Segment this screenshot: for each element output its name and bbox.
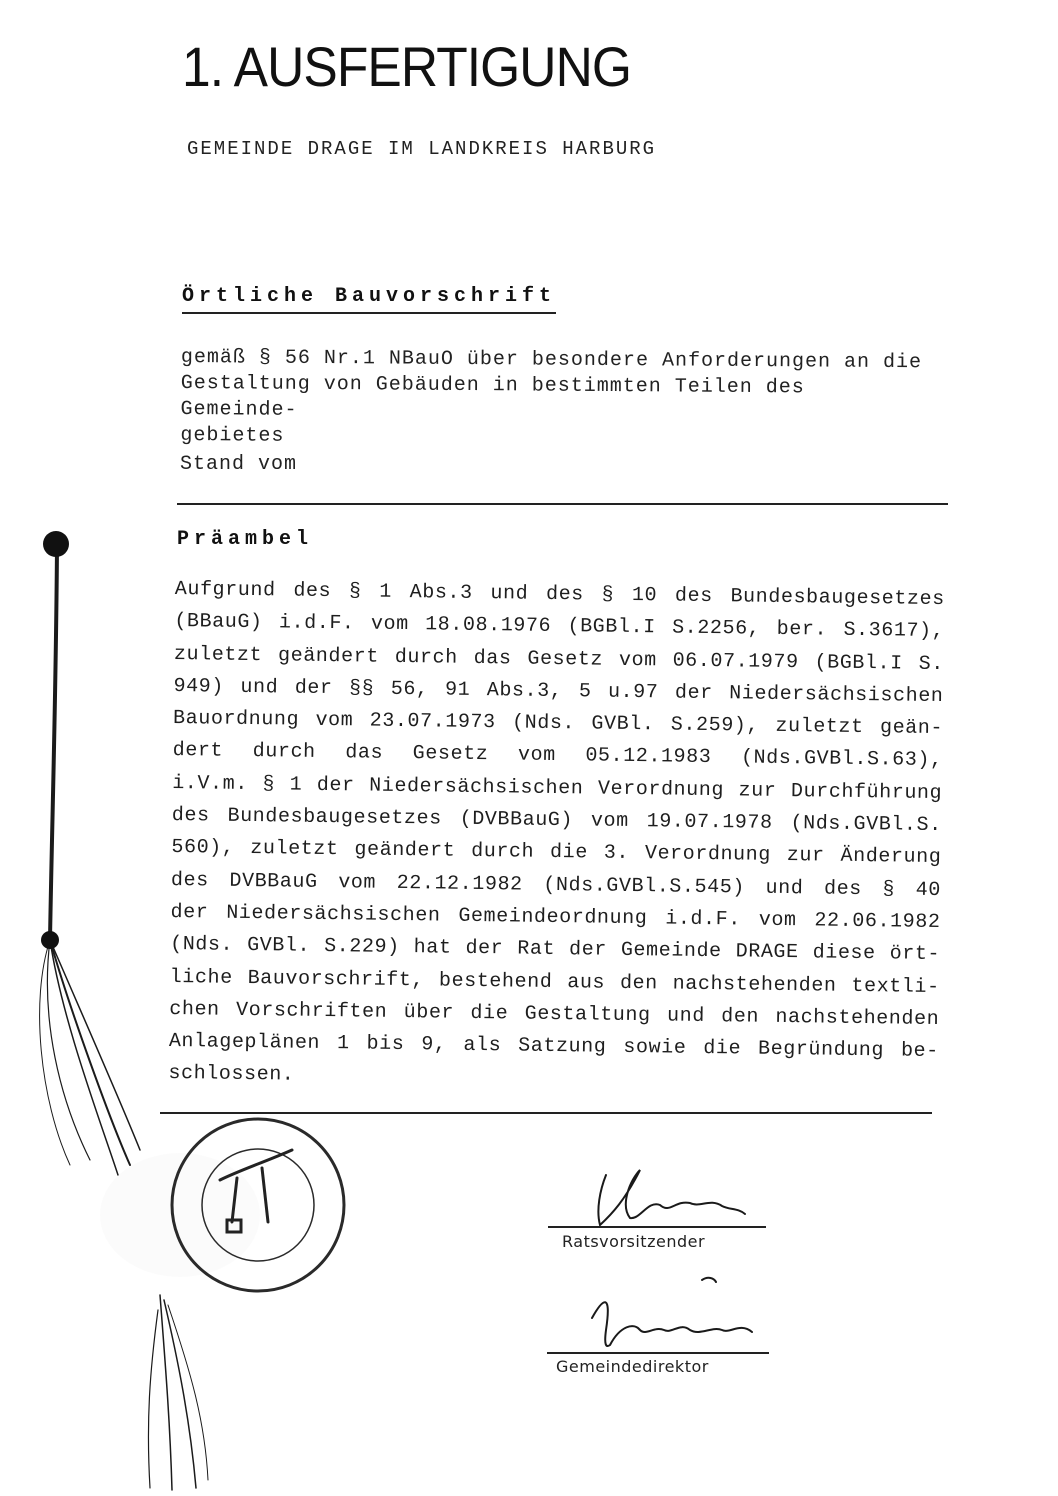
subtitle-line: gebietes <box>180 423 285 448</box>
municipality-name: GEMEINDE DRAGE IM LANDKREIS HARBURG <box>187 138 657 160</box>
preamble-line: 560), zuletzt geändert durch die 3. Verordnung zur Änderung <box>171 836 942 870</box>
subtitle-line: Gestaltung von Gebäuden in bestimmten Teilen des Gemeinde- <box>180 371 805 422</box>
preamble-line: (BBauG) i.d.F. vom 18.08.1976 (BGBl.I S.2256, ber. S.3617), <box>174 610 945 644</box>
preamble-line: 949) und der §§ 56, 91 Abs.3, 5 u.97 der Niedersächsischen <box>173 674 944 708</box>
signature-gemeindedirektor <box>592 1278 752 1346</box>
signature-line <box>547 1352 769 1354</box>
preamble-line: dert durch das Gesetz vom 05.12.1983 (Nds.GVBl.S.63), <box>172 739 943 773</box>
preamble-line: chen Vorschriften über die Gestaltung und den nachstehenden <box>169 997 940 1031</box>
preamble-line: (Nds. GVBl. S.229) hat der Rat der Gemeinde DRAGE diese ört- <box>169 933 941 967</box>
signature-line <box>548 1226 766 1228</box>
signer-role-label: Ratsvorsitzender <box>562 1232 706 1251</box>
preamble-line: liche Bauvorschrift, bestehend aus den nachstehenden textli- <box>169 965 940 999</box>
preamble-line: des DVBBauG vom 22.12.1982 (Nds.GVBl.S.545) und des § 40 <box>170 868 942 902</box>
preamble-title: Präambel <box>177 528 314 551</box>
preamble-line: Bauordnung vom 23.07.1973 (Nds. GVBl. S.259), zuletzt geän- <box>172 707 944 741</box>
preamble-line: i.V.m. § 1 der Niedersächsischen Verordnung zur Durchführung <box>172 771 943 805</box>
preamble-line: des Bundesbaugesetzes (DVBBauG) vom 19.07.1978 (Nds.GVBl.S. <box>171 804 942 838</box>
preamble-line: Aufgrund des § 1 Abs.3 und des § 10 des Bundesbaugesetzes <box>174 577 945 612</box>
subtitle-line: gemäß § 56 Nr.1 NBauO über besondere Anforderungen an die <box>180 345 923 375</box>
document-title: Örtliche Bauvorschrift <box>182 285 556 314</box>
stand-label: Stand vom <box>180 453 298 476</box>
preamble-line: der Niedersächsischen Gemeindeordnung i.d.F. vom 22.06.1982 <box>170 900 941 935</box>
preamble-line: schlossen. <box>168 1062 295 1088</box>
preamble-line: zuletzt geändert durch das Gesetz vom 06.07.1979 (BGBl.I S. <box>173 642 945 676</box>
preamble-line: Anlageplänen 1 bis 9, als Satzung sowie die Begründung be- <box>168 1030 939 1064</box>
copy-label: 1. AUSFERTIGUNG <box>182 35 632 98</box>
signer-role-label: Gemeindedirektor <box>556 1357 709 1376</box>
signature-ratsvorsitzender <box>598 1170 745 1225</box>
